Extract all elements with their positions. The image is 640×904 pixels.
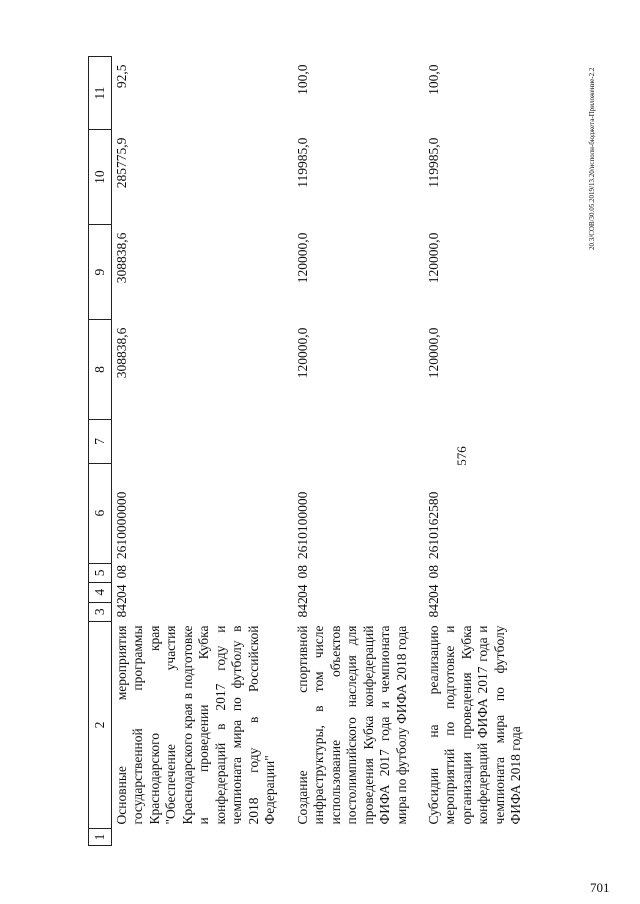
table-row xyxy=(293,57,424,846)
cell-c5: 08 xyxy=(294,565,310,579)
file-note: 20.3/СОВ/30.05.2019/13.20/исполн-бюджета-Приложение-2.2 xyxy=(588,67,596,250)
cell-c10: 285775,9 xyxy=(114,137,129,189)
table-row xyxy=(112,57,293,846)
cell-c9: 308838,6 xyxy=(114,232,129,284)
column-header: 1 xyxy=(89,828,112,845)
cell-c8: 120000,0 xyxy=(425,327,441,379)
column-header: 5 xyxy=(89,563,112,582)
footer-page-number: 701 xyxy=(590,880,610,895)
cell-c7 xyxy=(112,419,293,463)
cell-empty xyxy=(112,828,293,845)
table-header-row xyxy=(89,57,112,846)
page-number: 576 xyxy=(453,446,469,466)
cell-c7 xyxy=(424,419,539,463)
table-row xyxy=(424,57,539,846)
column-header: 2 xyxy=(89,621,112,828)
cell-c8: 308838,6 xyxy=(114,327,129,379)
cell-c11: 100,0 xyxy=(294,64,310,95)
rotated-table-container xyxy=(88,56,588,846)
column-header: 11 xyxy=(89,57,112,130)
row-name: Создание спортивной инфраструктуры, в том числе использование объектов постолимпийского наследия для проведения Кубка конфедераций ФИФА 2017 года и чемпионата мира по футболу ФИФА 2018 года xyxy=(294,625,409,825)
cell-c9: 120000,0 xyxy=(294,232,310,284)
row-name: Субсидии на реализацию мероприятий по подготовке и организации проведения Кубка конфедераций ФИФА 2017 года и чемпионата мира по футболу ФИФА 2018 года xyxy=(425,625,524,825)
cell-c11: 92,5 xyxy=(114,64,129,89)
cell-c6: 2610100000 xyxy=(294,491,310,560)
cell-c10: 119985,0 xyxy=(294,137,310,188)
cell-c5: 08 xyxy=(425,565,441,579)
column-header: 7 xyxy=(89,419,112,463)
cell-c3: 842 xyxy=(425,597,441,618)
cell-c7 xyxy=(293,419,424,463)
cell-c6: 2610000000 xyxy=(114,491,129,560)
cell-c5: 08 xyxy=(114,565,129,579)
cell-c4: 04 xyxy=(425,584,441,599)
column-header: 9 xyxy=(89,225,112,320)
column-header: 3 xyxy=(89,602,112,621)
cell-empty xyxy=(293,828,424,845)
cell-c4: 04 xyxy=(114,584,129,599)
budget-table xyxy=(88,56,539,846)
cell-c6: 2610162580 xyxy=(425,491,441,560)
row-name: Основные мероприятия государственной программы Краснодарского края "Обеспечение участия Краснодарского края в подготовке и проведении Кубка конфедераций в 2017 году и чемпионата мира по футболу в 2018 году в Российской Федерации" xyxy=(114,625,278,825)
cell-c8: 120000,0 xyxy=(294,327,310,379)
column-header: 10 xyxy=(89,130,112,225)
cell-c4: 04 xyxy=(294,584,310,599)
cell-c10: 119985,0 xyxy=(425,137,441,188)
column-header: 8 xyxy=(89,320,112,420)
file-note-container xyxy=(588,50,602,270)
column-header: 4 xyxy=(89,583,112,602)
cell-c9: 120000,0 xyxy=(425,232,441,284)
column-header: 6 xyxy=(89,463,112,563)
cell-c3: 842 xyxy=(114,597,129,618)
cell-c3: 842 xyxy=(294,597,310,618)
cell-empty xyxy=(424,828,539,845)
cell-c11: 100,0 xyxy=(425,64,441,95)
